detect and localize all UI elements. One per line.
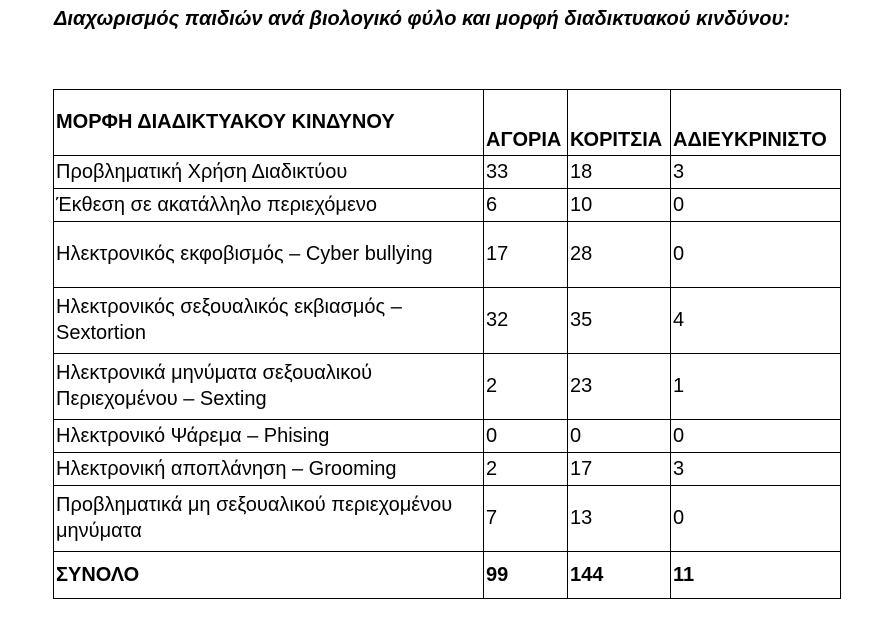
table-row — [54, 420, 841, 453]
table-row — [54, 156, 841, 189]
table-row — [54, 453, 841, 486]
cell-category: Προβληματικά μη σεξουαλικού περιεχομένου μηνύματα — [54, 486, 484, 552]
cell-unspecified: 1 — [671, 354, 841, 420]
cell-girls: 18 — [568, 156, 671, 189]
header-category: ΜΟΡΦΗ ΔΙΑΔΙΚΤΥΑΚΟΥ ΚΙΝΔΥΝΟΥ — [54, 90, 484, 156]
cell-girls: 17 — [568, 453, 671, 486]
cell-boys: 17 — [484, 222, 568, 288]
cell-boys: 7 — [484, 486, 568, 552]
table-row — [54, 222, 841, 288]
table-row — [54, 189, 841, 222]
total-girls: 144 — [568, 552, 671, 599]
cell-girls: 35 — [568, 288, 671, 354]
header-boys: ΑΓΟΡΙΑ — [484, 90, 568, 156]
cell-boys: 2 — [484, 354, 568, 420]
cell-boys: 2 — [484, 453, 568, 486]
cell-category: Έκθεση σε ακατάλληλο περιεχόμενο — [54, 189, 484, 222]
cell-unspecified: 0 — [671, 222, 841, 288]
table-row — [54, 486, 841, 552]
cell-category: Προβληματική Χρήση Διαδικτύου — [54, 156, 484, 189]
cell-category: Ηλεκτρονικό Ψάρεμα – Phising — [54, 420, 484, 453]
cell-unspecified: 3 — [671, 453, 841, 486]
risk-table — [53, 89, 841, 599]
cell-girls: 0 — [568, 420, 671, 453]
cell-girls: 28 — [568, 222, 671, 288]
table-row — [54, 354, 841, 420]
table-row — [54, 288, 841, 354]
cell-category: Ηλεκτρονικά μηνύματα σεξουαλικού Περιεχομένου – Sexting — [54, 354, 484, 420]
cell-girls: 23 — [568, 354, 671, 420]
cell-unspecified: 0 — [671, 486, 841, 552]
cell-boys: 0 — [484, 420, 568, 453]
header-unspecified: ΑΔΙΕΥΚΡΙΝΙΣΤΟ — [671, 90, 841, 156]
total-label: ΣΥΝΟΛΟ — [54, 552, 484, 599]
cell-category: Ηλεκτρονική αποπλάνηση – Grooming — [54, 453, 484, 486]
cell-girls: 13 — [568, 486, 671, 552]
cell-boys: 33 — [484, 156, 568, 189]
total-boys: 99 — [484, 552, 568, 599]
cell-boys: 6 — [484, 189, 568, 222]
cell-category: Ηλεκτρονικός σεξουαλικός εκβιασμός – Sextortion — [54, 288, 484, 354]
cell-unspecified: 0 — [671, 189, 841, 222]
cell-girls: 10 — [568, 189, 671, 222]
header-girls: ΚΟΡΙΤΣΙΑ — [568, 90, 671, 156]
cell-unspecified: 0 — [671, 420, 841, 453]
cell-unspecified: 3 — [671, 156, 841, 189]
cell-category: Ηλεκτρονικός εκφοβισμός – Cyber bullying — [54, 222, 484, 288]
page-title: Διαχωρισμός παιδιών ανά βιολογικό φύλο και μορφή διαδικτυακού κινδύνου: — [54, 8, 790, 30]
table-header-row — [54, 90, 841, 156]
table-total-row — [54, 552, 841, 599]
cell-unspecified: 4 — [671, 288, 841, 354]
total-unspecified: 11 — [671, 552, 841, 599]
cell-boys: 32 — [484, 288, 568, 354]
